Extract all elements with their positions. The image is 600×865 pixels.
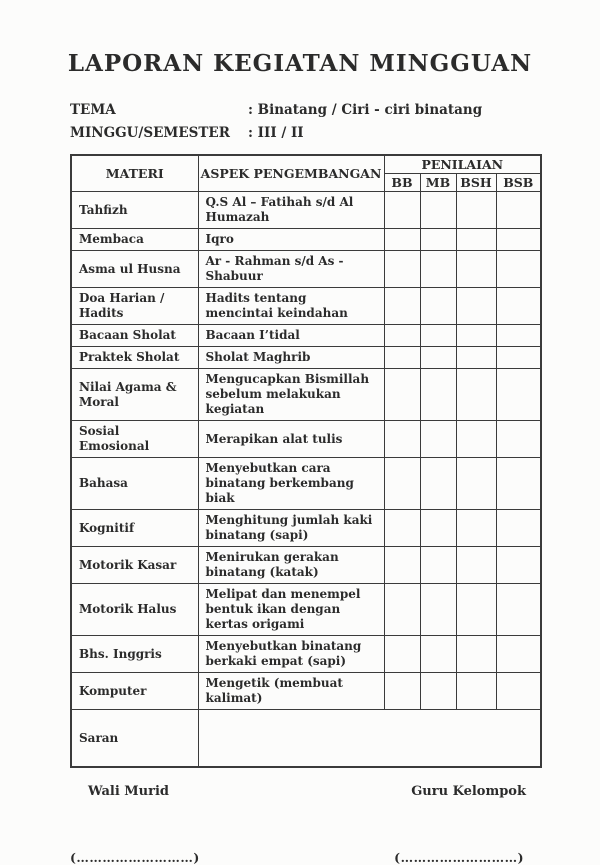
score-header-mb: MB [420, 174, 456, 192]
score-cell [496, 325, 541, 347]
score-cell [496, 673, 541, 710]
materi-cell: Bahasa [71, 458, 198, 510]
score-cell [456, 369, 496, 421]
aspek-cell: Menyebutkan cara binatang berkembang biak [198, 458, 384, 510]
score-cell [420, 458, 456, 510]
score-cell [496, 192, 541, 229]
aspek-cell: Melipat dan menempel bentuk ikan dengan kertas origami [198, 584, 384, 636]
table-row [71, 347, 541, 369]
score-cell [420, 251, 456, 288]
materi-cell: Doa Harian / Hadits [71, 288, 198, 325]
score-header-bsb: BSB [496, 174, 541, 192]
score-cell [496, 251, 541, 288]
aspek-cell: Ar - Rahman s/d As - Shabuur [198, 251, 384, 288]
aspek-cell: Iqro [198, 229, 384, 251]
score-cell [384, 325, 420, 347]
saran-row [71, 710, 541, 768]
score-header-bsh: BSH [456, 174, 496, 192]
score-cell [384, 347, 420, 369]
page-title: LAPORAN KEGIATAN MINGGUAN [67, 50, 533, 77]
table-row [71, 636, 541, 673]
score-cell [420, 347, 456, 369]
saran-label-cell: Saran [71, 710, 198, 768]
score-cell [496, 458, 541, 510]
score-cell [420, 229, 456, 251]
score-cell [456, 288, 496, 325]
aspek-cell: Q.S Al – Fatihah s/d Al Humazah [198, 192, 384, 229]
signature-lines [70, 850, 524, 865]
score-cell [456, 192, 496, 229]
saran-empty-cell [198, 710, 541, 768]
aspek-cell: Sholat Maghrib [198, 347, 384, 369]
score-cell [456, 458, 496, 510]
table-header [71, 155, 541, 192]
score-cell [456, 229, 496, 251]
table-row [71, 547, 541, 584]
aspek-cell: Menyebutkan binatang berkaki empat (sapi) [198, 636, 384, 673]
score-cell [496, 229, 541, 251]
score-cell [384, 229, 420, 251]
materi-cell: Sosial Emosional [71, 421, 198, 458]
score-cell [384, 547, 420, 584]
score-cell [384, 421, 420, 458]
score-cell [384, 458, 420, 510]
materi-cell: Kognitif [71, 510, 198, 547]
table-row [71, 421, 541, 458]
aspek-cell: Bacaan I’tidal [198, 325, 384, 347]
materi-cell: Nilai Agama & Moral [71, 369, 198, 421]
aspek-cell: Menghitung jumlah kaki binatang (sapi) [198, 510, 384, 547]
score-cell [456, 547, 496, 584]
table-row [71, 229, 541, 251]
report-table [70, 154, 542, 768]
score-cell [420, 636, 456, 673]
score-cell [496, 636, 541, 673]
score-cell [384, 369, 420, 421]
score-cell [384, 673, 420, 710]
table-row [71, 369, 541, 421]
wali-murid-label: Wali Murid [88, 784, 170, 799]
score-cell [420, 369, 456, 421]
score-cell [420, 421, 456, 458]
aspek-header: ASPEK PENGEMBANGAN [198, 155, 384, 192]
tema-value: : Binatang / Ciri - ciri binatang [248, 102, 483, 118]
materi-cell: Motorik Halus [71, 584, 198, 636]
minggu-semester-label: MINGGU/SEMESTER [70, 125, 230, 141]
tema-row [70, 99, 600, 122]
minggu-semester-value: : III / II [248, 125, 304, 141]
score-cell [420, 192, 456, 229]
score-cell [496, 584, 541, 636]
score-header-bb: BB [384, 174, 420, 192]
table-row [71, 288, 541, 325]
penilaian-header: PENILAIAN [384, 155, 541, 174]
materi-cell: Tahfizh [71, 192, 198, 229]
signature-line-left: (………………………) [70, 850, 200, 865]
score-cell [456, 421, 496, 458]
score-cell [456, 510, 496, 547]
score-cell [384, 288, 420, 325]
table-row [71, 458, 541, 510]
score-cell [456, 251, 496, 288]
materi-header: MATERI [71, 155, 198, 192]
score-cell [384, 636, 420, 673]
table-row [71, 251, 541, 288]
materi-cell: Bacaan Sholat [71, 325, 198, 347]
score-cell [496, 369, 541, 421]
materi-cell: Membaca [71, 229, 198, 251]
minggu-semester-row [70, 122, 600, 145]
aspek-cell: Menirukan gerakan binatang (katak) [198, 547, 384, 584]
score-cell [420, 325, 456, 347]
meta-block [70, 99, 600, 145]
materi-cell: Praktek Sholat [71, 347, 198, 369]
score-cell [384, 251, 420, 288]
aspek-cell: Hadits tentang mencintai keindahan [198, 288, 384, 325]
signature-line-right: (………………………) [394, 850, 524, 865]
materi-cell: Bhs. Inggris [71, 636, 198, 673]
footer-roles [88, 783, 526, 800]
score-cell [496, 288, 541, 325]
score-cell [456, 584, 496, 636]
materi-cell: Komputer [71, 673, 198, 710]
table-row [71, 673, 541, 710]
score-cell [420, 510, 456, 547]
score-cell [456, 347, 496, 369]
score-cell [384, 192, 420, 229]
aspek-cell: Mengucapkan Bismillah sebelum melakukan kegiatan [198, 369, 384, 421]
aspek-cell: Merapikan alat tulis [198, 421, 384, 458]
score-cell [420, 673, 456, 710]
table-row [71, 584, 541, 636]
score-cell [496, 347, 541, 369]
score-cell [420, 584, 456, 636]
score-cell [456, 673, 496, 710]
score-cell [456, 636, 496, 673]
materi-cell: Asma ul Husna [71, 251, 198, 288]
materi-cell: Motorik Kasar [71, 547, 198, 584]
score-cell [456, 325, 496, 347]
score-cell [384, 584, 420, 636]
score-cell [496, 510, 541, 547]
score-cell [496, 547, 541, 584]
score-cell [420, 288, 456, 325]
tema-label: TEMA [70, 102, 116, 118]
score-cell [420, 547, 456, 584]
table-row [71, 325, 541, 347]
aspek-cell: Mengetik (membuat kalimat) [198, 673, 384, 710]
score-cell [384, 510, 420, 547]
guru-kelompok-label: Guru Kelompok [411, 784, 526, 799]
report-table-body [71, 192, 541, 768]
table-row [71, 510, 541, 547]
score-cell [496, 421, 541, 458]
table-row [71, 192, 541, 229]
